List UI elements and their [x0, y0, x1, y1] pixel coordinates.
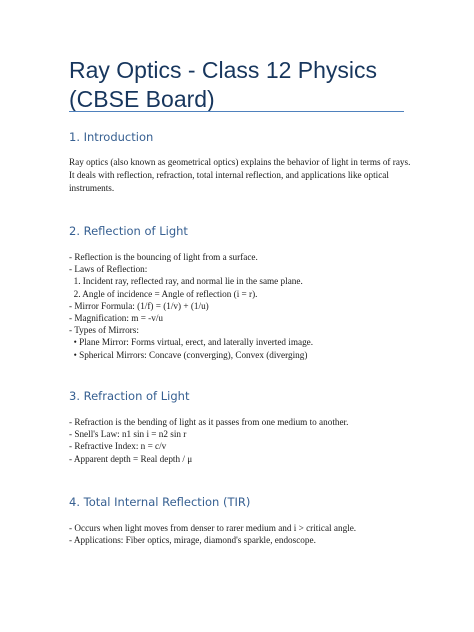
- section-lines: [69, 251, 414, 361]
- list-item: - Refraction is the bending of light as it passes from one medium to another.: [69, 417, 349, 427]
- list-item: - Reflection is the bouncing of light from a surface.: [69, 252, 258, 262]
- section-introduction: [69, 129, 414, 196]
- section-lines: [69, 416, 414, 465]
- section-reflection: [69, 223, 414, 361]
- title-underline: [69, 111, 404, 112]
- list-item: - Mirror Formula: (1/f) = (1/v) + (1/u): [69, 300, 209, 311]
- section-refraction: [69, 388, 414, 465]
- section-heading: 3. Refraction of Light: [69, 389, 190, 403]
- section-heading: 2. Reflection of Light: [69, 224, 188, 238]
- section-total-internal-reflection: [69, 494, 414, 546]
- list-item: • Spherical Mirrors: Concave (converging), Convex (diverging): [69, 349, 308, 360]
- section-heading: 4. Total Internal Reflection (TIR): [69, 495, 251, 509]
- list-item: 2. Angle of incidence = Angle of reflection (i = r).: [69, 288, 258, 299]
- list-item: - Snell's Law: n1 sin i = n2 sin r: [69, 429, 187, 440]
- list-item: - Applications: Fiber optics, mirage, diamond's sparkle, endoscope.: [69, 535, 316, 546]
- list-item: - Apparent depth = Real depth / μ: [69, 453, 193, 464]
- section-heading: 1. Introduction: [69, 130, 154, 144]
- list-item: - Occurs when light moves from denser to rarer medium and i > critical angle.: [69, 523, 357, 533]
- list-item: • Plane Mirror: Forms virtual, erect, and laterally inverted image.: [69, 337, 314, 348]
- document-title: Ray Optics - Class 12 Physics (CBSE Board): [69, 57, 378, 112]
- list-item: - Magnification: m = -v/u: [69, 313, 163, 324]
- section-lines: [69, 522, 414, 546]
- list-item: - Types of Mirrors:: [69, 325, 139, 336]
- section-paragraph: Ray optics (also known as geometrical optics) explains the behavior of light in terms of rays. It deals with reflection, refraction, total internal reflection, and applications like optical instruments.: [69, 157, 411, 194]
- list-item: - Refractive Index: n = c/v: [69, 441, 167, 452]
- list-item: - Laws of Reflection:: [69, 264, 148, 275]
- list-item: 1. Incident ray, reflected ray, and normal lie in the same plane.: [69, 276, 303, 287]
